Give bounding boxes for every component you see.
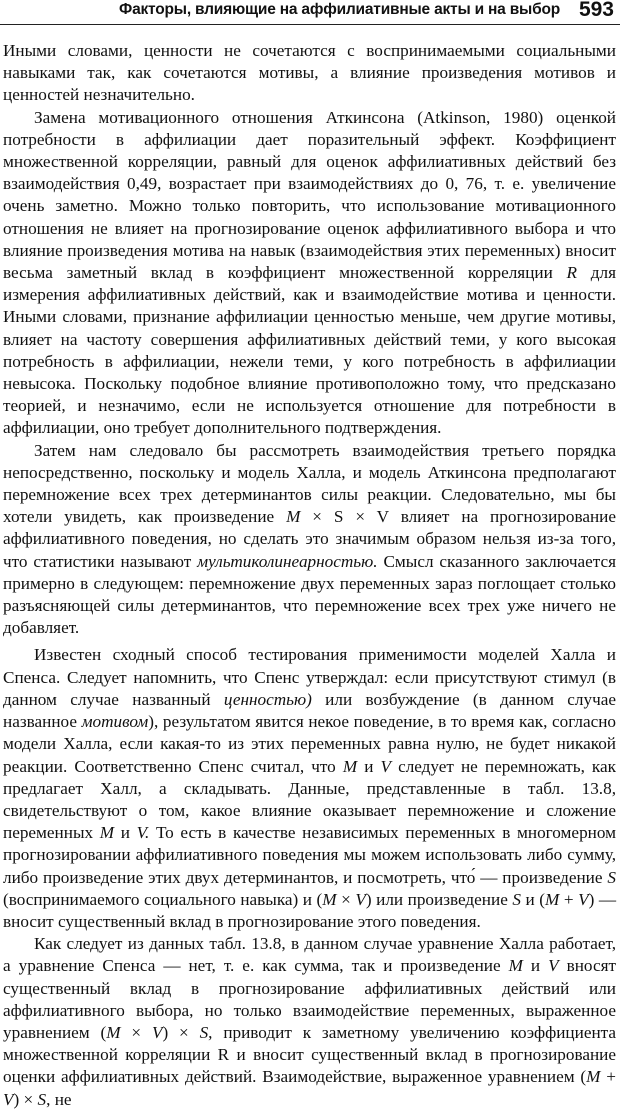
text-run: и <box>114 823 137 843</box>
italic-text: M <box>544 889 560 909</box>
text-run: Замена мотивационного отношения Аткинсона (Atkinson, 1980) оценкой потребности в аффилиации дает поразительный эффект. Коэффициент множественной корреляции, равный для оценок аффилиативных действий без взаимодействия 0,49, возрастает при взаимодействиях до 0, 76, т. е. увеличение очень заметно. Можно только повторить, что использование мотивационного отношения не влияет на прогнозирование оценок аффилиативного выбора и что влияние произведения мотива на навык (взаимодействия этих переменных) вносит весьма заметный вклад в коэффициент множественной корреляции <box>3 107 616 283</box>
italic-text: V <box>151 1022 163 1042</box>
text-run: Известен сходный способ тестирования применимости моделей Халла и Спенса. Следует напомнить, что Спенс утверждал: если присутствуют стимул (в данном случае названный <box>3 645 616 709</box>
text-run: и <box>357 756 381 776</box>
running-header-title: Факторы, влияющие на аффилиативные акты и на выбор <box>119 1 560 18</box>
text-run: следует не перемножать, как предлагает Халл, а складывать. Данные, представленные в табл. 13.8, свидетельствуют о том, какое влияние оказывает перемножение и сложение переменных <box>3 756 616 843</box>
paragraph <box>3 440 616 640</box>
italic-text: мультиколинеарностью. <box>197 551 378 571</box>
text-run: и ( <box>520 889 545 909</box>
italic-text: V <box>3 1089 14 1109</box>
italic-text: V <box>380 756 391 776</box>
text-run: + <box>559 889 579 909</box>
paragraph <box>3 107 616 440</box>
text-run: То есть в качестве независимых переменных в многомерном прогнозировании аффилиативного поведения мы можем использовать либо сумму, либо произведение этих двух детерминантов, и посмотреть, что́ — произведение <box>3 823 616 887</box>
italic-text: V <box>355 889 366 909</box>
text-run: или возбуждение (в данном случае названное <box>3 689 616 732</box>
italic-text: ценностью) <box>223 689 312 709</box>
italic-text: мотивом <box>81 712 149 732</box>
italic-text: V <box>548 956 559 976</box>
italic-text: M <box>508 956 523 976</box>
text-run: Смысл сказанного заключается примерно в следующем: перемножение двух переменных зараз поглощает столько разъясняющей силы детерминантов, что перемножение всех трех уже ничего не добавляет. <box>3 551 616 638</box>
text-run: , не <box>46 1089 72 1109</box>
text-run: ) × <box>13 1089 38 1109</box>
paragraph <box>3 40 616 107</box>
italic-text: V <box>578 889 589 909</box>
italic-text: R <box>566 263 578 283</box>
body-text <box>3 40 616 1111</box>
italic-text: M <box>586 1067 601 1087</box>
italic-text: M <box>99 823 115 843</box>
italic-text: V. <box>136 823 150 843</box>
italic-text: S <box>199 1022 209 1042</box>
text-run: ), результатом явится некое поведение, в то время как, согласно модели Халла, если какая-то из этих переменных равна нулю, не будет никакой реакции. Соответственно Спенс считал, что <box>3 712 616 776</box>
paragraph <box>3 933 616 1111</box>
italic-text: M <box>286 507 301 527</box>
text-run: × <box>336 889 356 909</box>
italic-text: M <box>106 1022 121 1042</box>
text-run: вносят существенный вклад в прогнозирование аффилиативных действий или аффилиативного выбора, но только взаимодействие переменных, выраженное уравнением ( <box>3 956 616 1042</box>
italic-text: S <box>512 889 521 909</box>
text-run: × <box>120 1022 152 1042</box>
italic-text: M <box>322 889 337 909</box>
italic-text: S <box>37 1089 47 1109</box>
text-run: Как следует из данных табл. 13.8, в данном случае уравнение Халла работает, а уравнение Спенса — нет, т. е. как сумма, так и произведение <box>3 934 616 976</box>
italic-text: S <box>607 867 616 887</box>
text-run: , приводит к заметному увеличению коэффициента множественной корреляции R и вносит существенный вклад в прогнозирование оценки аффилиативных действий. Взаимодействие, выраженное уравнением ( <box>3 1022 616 1087</box>
text-run: и <box>522 956 549 976</box>
text-run: Иными словами, ценности не сочетаются с воспринимаемыми социальными навыками так, как сочетаются мотивы, а влияние произведения мотивов и ценностей незначительно. <box>3 41 616 105</box>
text-run: + <box>600 1067 617 1087</box>
text-run: × S × V влияет на прогнозирование аффилиативного поведения, но сделать это значимым образом нельзя из-за того, что статистики называют <box>3 507 616 571</box>
italic-text: M <box>342 756 358 776</box>
running-header <box>0 0 620 25</box>
text-run: ) — вносит существенный вклад в прогнозирование этого поведения. <box>3 889 617 931</box>
text-run: Затем нам следовало бы рассмотреть взаимодействия третьего порядка непосредственно, поскольку и модель Халла, и модель Аткинсона предполагают перемножение всех трех детерминантов силы реакции. Следовательно, мы бы хотели увидеть, как произведение <box>3 440 616 527</box>
text-run: ) или произведение <box>365 889 513 909</box>
page-number: 593 <box>578 0 614 21</box>
text-run: ) × <box>162 1022 200 1042</box>
paragraph <box>3 644 616 933</box>
text-run: для измерения аффилиативных действий, как и взаимодействие мотива и ценности. Иными словами, признание аффилиации ценностью меньше, чем другие мотивы, влияет на частоту совершения аффилиативных действий теми, у кого высокая потребность в аффилиации, нежели теми, у кого потребность в аффилиации невысока. Поскольку подобное влияние противоположно тому, что предсказано теорией, и незначимо, если не используется отношение для потребности в аффилиации, оно требует дополнительного подтверждения. <box>3 263 616 438</box>
text-run: (воспринимаемого социального навыка) и ( <box>3 889 323 909</box>
